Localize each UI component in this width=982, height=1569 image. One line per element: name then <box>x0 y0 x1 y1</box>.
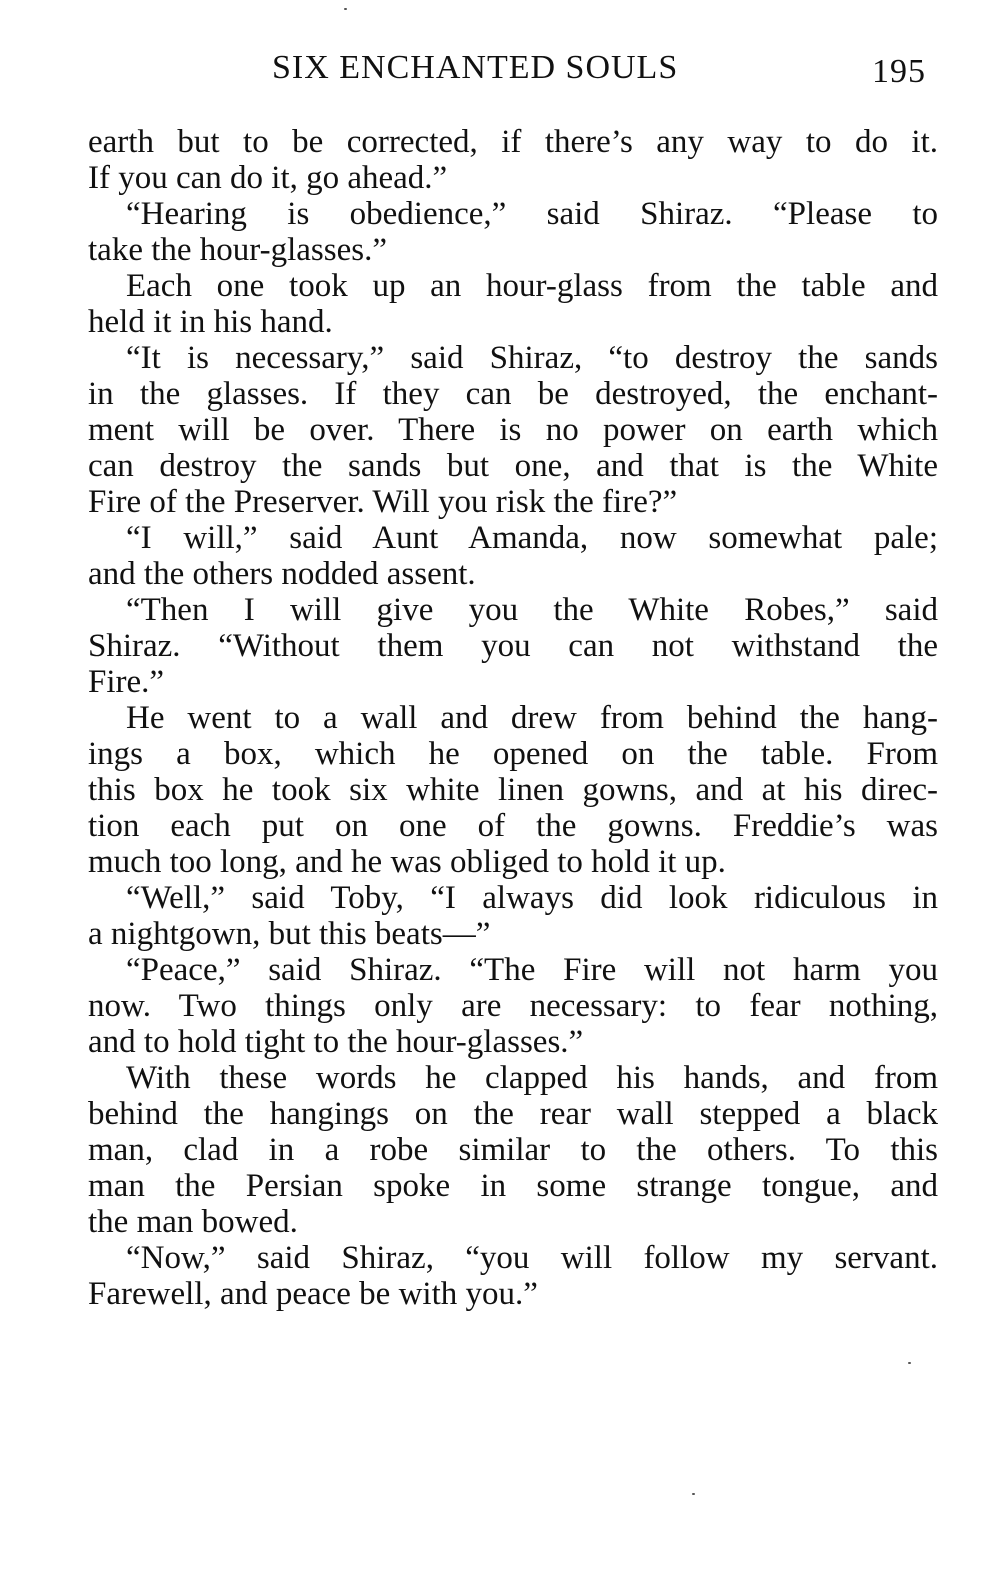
text-line: If you can do it, go ahead.” <box>88 160 448 196</box>
text-line: tion each put on one of the gowns. Freddie’s was <box>88 808 938 844</box>
text-line: “Well,” said Toby, “I always did look ridiculous in <box>126 880 938 916</box>
text-line: “It is necessary,” said Shiraz, “to destroy the sands <box>126 340 938 376</box>
text-line: in the glasses. If they can be destroyed, the enchant- <box>88 376 938 412</box>
body-text <box>88 124 938 1312</box>
text-line: and the others nodded assent. <box>88 556 476 592</box>
text-line: earth but to be corrected, if there’s any way to do it. <box>88 124 938 160</box>
text-line: ings a box, which he opened on the table. From <box>88 736 938 772</box>
running-title: SIX ENCHANTED SOULS <box>272 49 679 86</box>
print-speck <box>344 8 347 10</box>
text-line: this box he took six white linen gowns, and at his direc- <box>88 772 938 808</box>
text-line: He went to a wall and drew from behind the hang- <box>126 700 938 736</box>
text-line: Fire of the Preserver. Will you risk the fire?” <box>88 484 678 520</box>
text-line: Each one took up an hour-glass from the table and <box>126 268 938 304</box>
text-line: ment will be over. There is no power on earth which <box>88 412 938 448</box>
text-line: Farewell, and peace be with you.” <box>88 1276 538 1312</box>
text-line: “Hearing is obedience,” said Shiraz. “Please to <box>126 196 938 232</box>
text-line: “Peace,” said Shiraz. “The Fire will not harm you <box>126 952 938 988</box>
text-line: man the Persian spoke in some strange tongue, and <box>88 1168 938 1204</box>
text-line: now. Two things only are necessary: to fear nothing, <box>88 988 938 1024</box>
text-line: held it in his hand. <box>88 304 333 340</box>
print-speck <box>908 1362 911 1364</box>
text-line: “Then I will give you the White Robes,” said <box>126 592 938 628</box>
text-line: man, clad in a robe similar to the others. To this <box>88 1132 938 1168</box>
text-line: Shiraz. “Without them you can not withstand the <box>88 628 938 664</box>
text-line: take the hour-glasses.” <box>88 232 387 268</box>
text-line: Fire.” <box>88 664 165 700</box>
text-line: can destroy the sands but one, and that is the White <box>88 448 938 484</box>
print-speck <box>692 1493 695 1495</box>
text-line: much too long, and he was obliged to hold it up. <box>88 844 726 880</box>
text-line: behind the hangings on the rear wall stepped a black <box>88 1096 938 1132</box>
text-line: “Now,” said Shiraz, “you will follow my servant. <box>126 1240 938 1276</box>
running-head <box>0 44 982 92</box>
text-line: a nightgown, but this beats—” <box>88 916 491 952</box>
text-line: “I will,” said Aunt Amanda, now somewhat pale; <box>126 520 938 556</box>
text-line: With these words he clapped his hands, and from <box>126 1060 938 1096</box>
text-line: and to hold tight to the hour-glasses.” <box>88 1024 584 1060</box>
page-number: 195 <box>872 53 926 90</box>
text-line: the man bowed. <box>88 1204 298 1240</box>
